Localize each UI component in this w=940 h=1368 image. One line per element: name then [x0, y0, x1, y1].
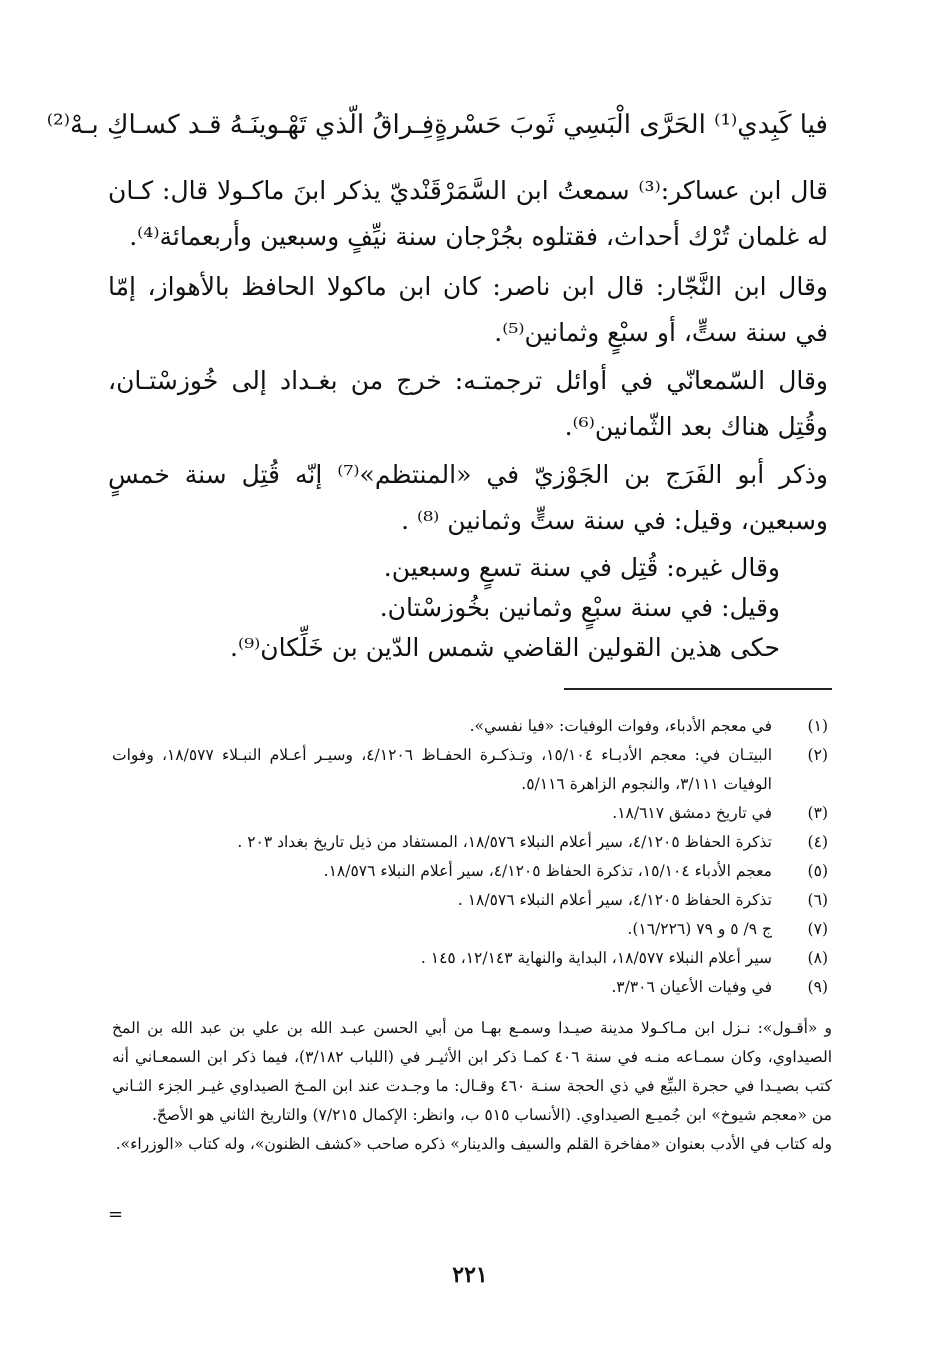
footnote-item: [112, 973, 832, 1002]
paragraph-samani: وقال السّمعانّي في أوائل ترجمتـه: خرج من بغـداد إلى خُوزسْتـان، وقُتِل هناك بعد الثّمانين⁽⁶⁾.: [108, 366, 828, 441]
footnote-text: البيتـان في: معجم الأدبـاء ١٥/١٠٤، وتـذكـرة الحفـاظ ٤/١٢٠٦، وسيـر أعـلام النبـلاء ١٨/٥٧٧، وفوات الوفيات ٣/١١١، والنجوم الزاهرة ٥/١١٦.: [112, 746, 773, 793]
footnote-number: (٢): [807, 746, 828, 764]
footnote-text: معجم الأدباء ١٥/١٠٤، تذكرة الحفاظ ٤/١٢٠٥، سير أعلام النبلاء ١٨/٥٧٦.: [323, 862, 772, 880]
footnote-item: [112, 857, 832, 886]
footnote-number: (٣): [807, 804, 828, 822]
footnote-text: في تاريخ دمشق ١٨/٦١٧.: [612, 804, 772, 822]
footnote-item: [112, 712, 832, 741]
footnote-item: [112, 828, 832, 857]
footnotes: [112, 712, 832, 1002]
footnote-item: [112, 915, 832, 944]
footnote-number: (١): [807, 717, 828, 735]
verse-first-hemistich: فيا كَبِدي⁽¹⁾ الحَرَّى الْبَسِي ثَوبَ حَسْرةٍ: [434, 110, 828, 140]
page-number: ٢٢١: [452, 1262, 488, 1288]
footnote-commentary-paragraph: وله كتاب في الأدب بعنوان «مفاخرة القلم والسيف والدينار» ذكره صاحب «كشف الظنون»، وله كتاب «الوزراء».: [115, 1135, 832, 1153]
footnote-text: ج ٩/ ٥ و ٧٩ (١٦/٢٢٦).: [627, 920, 772, 938]
footnote-number: (٥): [807, 862, 828, 880]
footnote-text: في معجم الأدباء، وفوات الوفيات: «فيا نفسي».: [469, 717, 772, 735]
footnote-number: (٩): [807, 978, 828, 996]
footnote-number: (٤): [807, 833, 828, 851]
footnote-number: (٧): [807, 920, 828, 938]
footnote-commentary: [112, 1014, 832, 1159]
footnote-text: سير أعلام النبلاء ١٨/٥٧٧، البداية والنهاية ١٢/١٤٣، ١٤٥ .: [420, 949, 772, 967]
continuation-mark: =: [108, 1204, 124, 1225]
paragraph-ibn-asakir: قال ابن عساكر:⁽³⁾ سمعتُ ابن السَّمَرْقَنْديّ يذكر ابنَ ماكـولا قال: كـان له غلمان تُرْك أحداث، فقتلوه بجُرْجان سنة نيِّفٍ وسبعين وأربعمائة⁽⁴⁾.: [108, 176, 828, 251]
footnote-number: (٦): [807, 891, 828, 909]
line-ibn-khallikan: حكى هذين القولين القاضي شمس الدّين بن خَلِّكان⁽⁹⁾.: [230, 633, 780, 662]
footnote-separator: [564, 688, 832, 690]
line-another-opinion: وقيل: في سنة سبْعٍ وثمانين بخُوزسْتان.: [379, 593, 780, 622]
footnote-item: [112, 799, 832, 828]
footnote-number: (٨): [807, 949, 828, 967]
footnote-item: [112, 886, 832, 915]
poem-verse: [46, 100, 828, 150]
footnote-item: [112, 741, 832, 799]
footnote-text: تذكرة الحفاظ ٤/١٢٠٥، سير أعلام النبلاء ١٨/٥٧٦، المستفاد من ذيل تاريخ بغداد ٢٠٣ .: [237, 833, 772, 851]
verse-second-hemistich: فِـراقُ الّذي تَهْـوينَـهُ قـد كسـاكِ بـهْ⁽²⁾: [46, 110, 435, 140]
footnote-text: تذكرة الحفاظ ٤/١٢٠٥، سير أعلام النبلاء ١٨/٥٧٦ .: [457, 891, 772, 909]
paragraph-ibn-jawzi: وذكر أبو الفَرَج بن الجَوْزيّ في «المنتظم»⁽⁷⁾ إنّه قُتِل سنة خمسٍ وسبعين، وقيل: في سنة ستٍّ وثمانين ⁽⁸⁾ .: [108, 460, 828, 535]
footnote-commentary-paragraph: و «أقـول»: نـزل ابن مـاكـولا مدينة صيـدا وسمـع بهـا من أبي الحسن عبـد الله بن علي بن عبد الله بن المخ الصيداوي، وكان سمـاعه منـه في سنة ٤٠٦ كمـا ذكر ابن الأثيـر في (اللباب ٣/١٨٢)، فيما ذكر ابن السمعـاني أنه كتب بصيـدا في حجرة البيِّع في ذي الحجة سنـة ٤٦٠ وقـال: ما وجـدت عند ابن المـخ الصيداوي غيـر الجزء الثـاني من «معجم شيوخ» ابن جُميـع الصيداوي. (الأنساب ٥١٥ ب، وانظر: الإكمال ٧/٢١٥) والتاريخ الثاني هو الأصحّ.: [112, 1019, 833, 1124]
line-other-opinion: وقال غيره: قُتِل في سنة تسعٍ وسبعين.: [383, 553, 780, 582]
footnote-item: [112, 944, 832, 973]
footnote-text: في وفيات الأعيان ٣/٣٠٦.: [611, 978, 772, 996]
paragraph-ibn-najjar: وقال ابن النَّجّار: قال ابن ناصر: كان ابن ماكولا الحافظ بالأهواز، إمّا في سنة ستٍّ، أو سبْعٍ وثمانين⁽⁵⁾.: [108, 272, 828, 347]
